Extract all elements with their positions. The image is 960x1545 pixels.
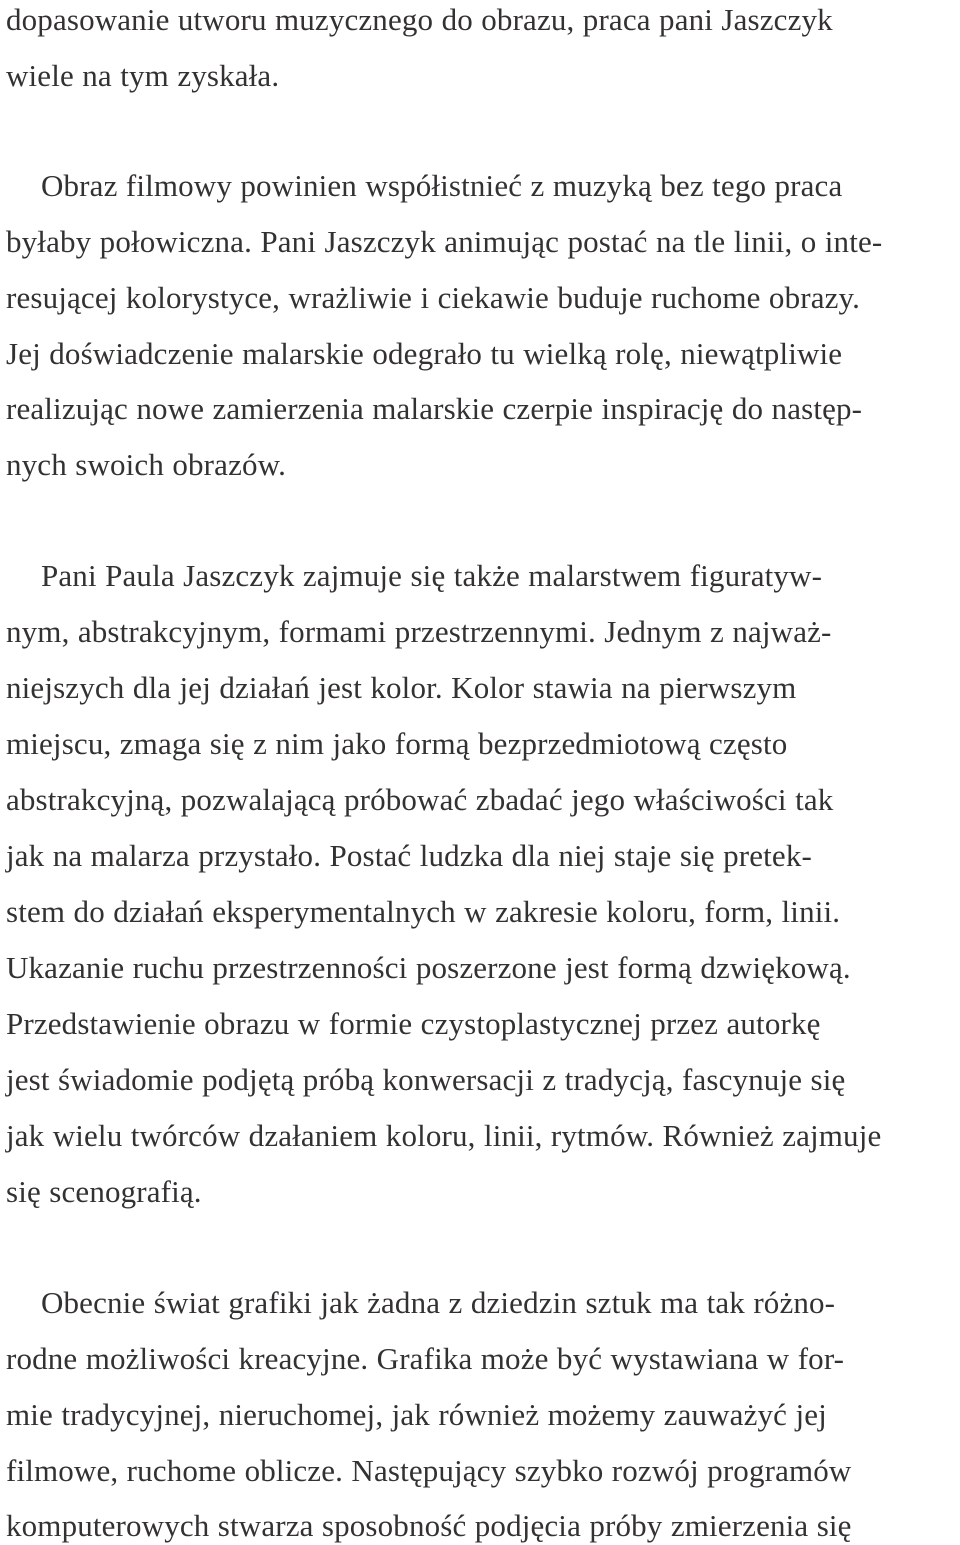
text-line: byłaby połowiczna. Pani Jaszczyk animując postać na tle linii, o inte- [6, 224, 883, 259]
text-line: stem do działań eksperymentalnych w zakresie koloru, form, linii. [6, 894, 841, 929]
text-line: rodne możliwości kreacyjne. Grafika może być wystawiana w for- [6, 1341, 845, 1376]
text-line: mie tradycyjnej, nieruchomej, jak również możemy zauważyć jej [6, 1397, 827, 1432]
text-line: dopasowanie utworu muzycznego do obrazu, praca pani Jaszczyk [6, 2, 833, 37]
text-line: Ukazanie ruchu przestrzenności poszerzone jest formą dzwiękową. [6, 950, 851, 985]
text-line: niejszych dla jej działań jest kolor. Kolor stawia na pierwszym [6, 670, 797, 705]
text-line: realizując nowe zamierzenia malarskie czerpie inspirację do następ- [6, 391, 863, 426]
text-line: komputerowych stwarza sposobność podjęcia próby zmierzenia się [6, 1508, 852, 1543]
text-line: jak wielu twórców dzałaniem koloru, linii, rytmów. Również zajmuje [6, 1118, 882, 1153]
text-line: Przedstawienie obrazu w formie czystoplastycznej przez autorkę [6, 1006, 821, 1041]
text-line: Pani Paula Jaszczyk zajmuje się także malarstwem figuratyw- [41, 558, 823, 593]
text-line: miejscu, zmaga się z nim jako formą bezprzedmiotową często [6, 726, 788, 761]
text-line: nych swoich obrazów. [6, 447, 287, 482]
text-line: Obraz filmowy powinien współistnieć z muzyką bez tego praca [41, 168, 843, 203]
text-line: jak na malarza przystało. Postać ludzka dla niej staje się pretek- [6, 838, 812, 873]
text-line: Obecnie świat grafiki jak żadna z dziedzin sztuk ma tak różno- [41, 1285, 836, 1320]
text-line: abstrakcyjną, pozwalającą próbować zbadać jego właściwości tak [6, 782, 834, 817]
text-line: wiele na tym zyskała. [6, 58, 280, 93]
text-line: resującej kolorystyce, wrażliwie i ciekawie buduje ruchome obrazy. [6, 280, 861, 315]
text-line: Jej doświadczenie malarskie odegrało tu wielką rolę, niewątpliwie [6, 336, 843, 371]
text-line: jest świadomie podjętą próbą konwersacji z tradycją, fascynuje się [6, 1062, 846, 1097]
text-line: filmowe, ruchome oblicze. Następujący szybko rozwój programów [6, 1453, 852, 1488]
text-line: się scenografią. [6, 1174, 202, 1209]
text-line: nym, abstrakcyjnym, formami przestrzennymi. Jednym z najważ- [6, 614, 832, 649]
